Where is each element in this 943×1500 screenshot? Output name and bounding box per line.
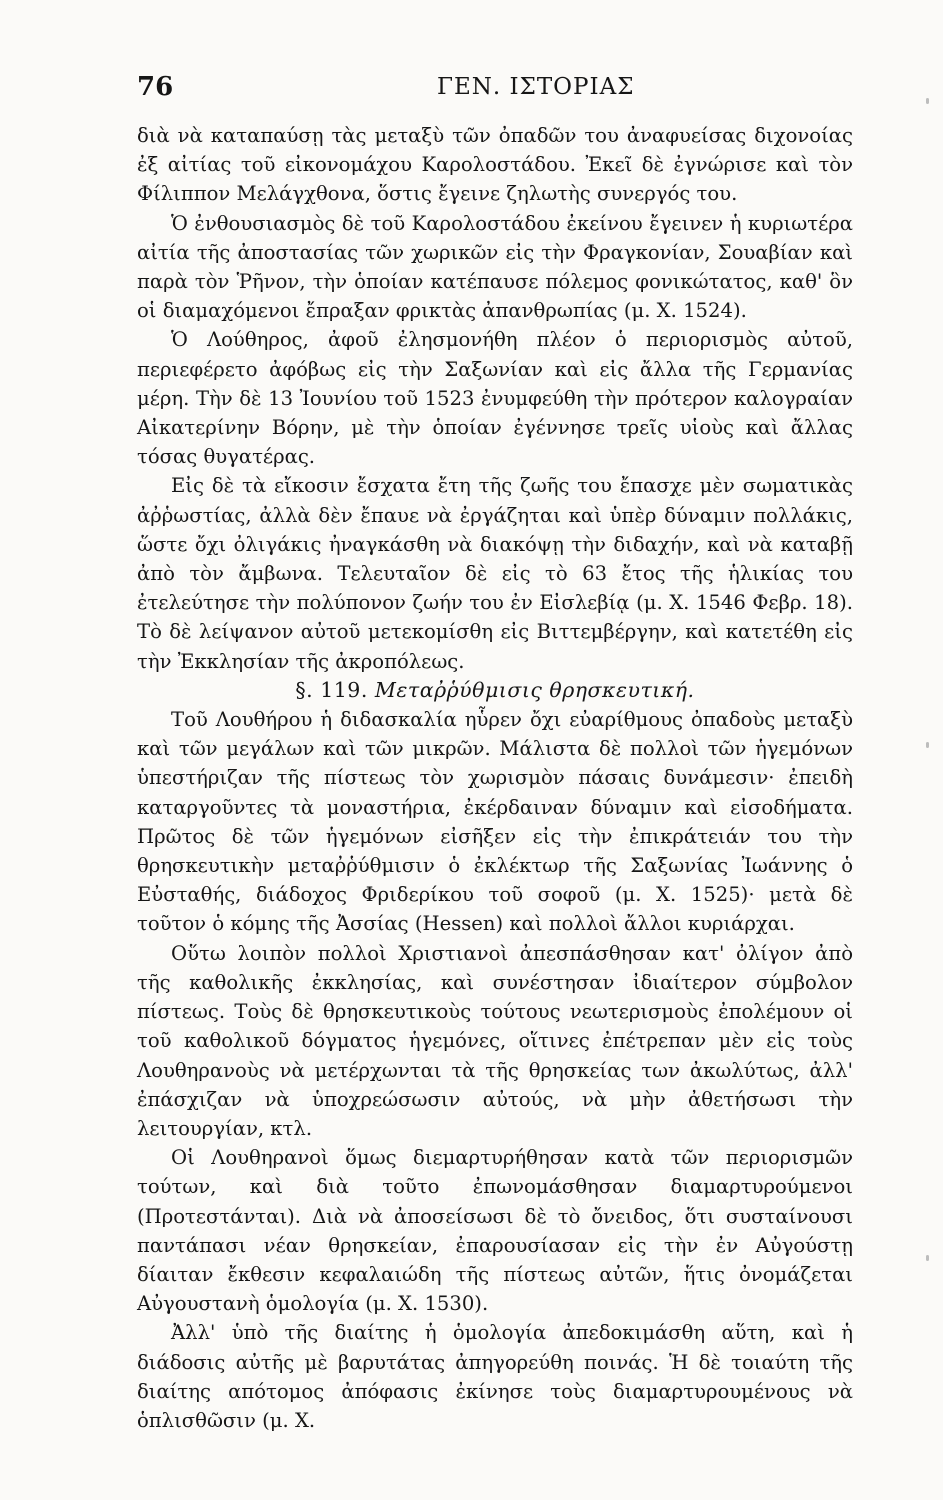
body-text	[137, 121, 853, 1435]
running-head: ΓΕΝ. ΙΣΤΟΡΙΑΣ	[437, 74, 635, 100]
page-edge-mark	[926, 742, 929, 748]
section-heading	[137, 676, 853, 705]
page-edge-mark	[926, 98, 929, 104]
paragraph: Οὕτω λοιπὸν πολλοὶ Χριστιανοὶ ἀπεσπάσθησαν κατ' ὀλίγον ἀπὸ τῆς καθολικῆς ἐκκλησίας, καὶ συνέστησαν ἰδιαίτερον σύμβολον πίστεως. Τοὺς δὲ θρησκευτικοὺς τούτους νεωτερισμοὺς ἐπολέμουν οἱ τοῦ καθολικοῦ δόγματος ἡγεμόνες, οἵτινες ἐπέτρεπαν μὲν εἰς τοὺς Λουθηρανοὺς νὰ μετέρχωνται τὰ τῆς θρησκείας των ἀκωλύτως, ἀλλ' ἐπάσχιζαν νὰ ὑποχρεώσωσιν αὐτούς, νὰ μὴν ἀθετήσωσι τὴν λειτουργίαν, κτλ.	[137, 941, 853, 1140]
paragraph: Ὁ Λούθηρος, ἀφοῦ ἐλησμονήθη πλέον ὁ περιορισμὸς αὐτοῦ, περιεφέρετο ἀφόβως εἰς τὴν Σαξωνίαν καὶ εἰς ἄλλα τῆς Γερμανίας μέρη. Τὴν δὲ 13 Ἰουνίου τοῦ 1523 ἐνυμφεύθη τὴν πρότερον καλογραίαν Αἰκατερίνην Βόρην, μὲ τὴν ὁποίαν ἐγέννησε τρεῖς υἱοὺς καὶ ἄλλας τόσας θυγατέρας.	[137, 328, 853, 469]
section-number: §. 119.	[295, 677, 368, 702]
paragraph: Ἀλλ' ὑπὸ τῆς διαίτης ἡ ὁμολογία ἀπεδοκιμάσθη αὕτη, καὶ ἡ διάδοσις αὐτῆς μὲ βαρυτάτας ἀπηγορεύθη ποινάς. Ἡ δὲ τοιαύτη τῆς διαίτης απότομος ἀπόφασις ἐκίνησε τοὺς διαμαρτυρουμένους νὰ ὁπλισθῶσιν (μ. Χ.	[137, 1321, 853, 1432]
page-edge-mark	[926, 1255, 929, 1261]
paragraph: Οἱ Λουθηρανοὶ ὅμως διεμαρτυρήθησαν κατὰ τῶν περιορισμῶν τούτων, καὶ διὰ τοῦτο ἐπωνομάσθησαν διαμαρτυρούμενοι (Προτεστάνται). Διὰ νὰ ἀποσείσωσι δὲ τὸ ὄνειδος, ὅτι συσταίνουσι παντάπασι νέαν θρησκείαν, ἐπαρουσίασαν εἰς τὴν ἐν Αὐγούστῃ δίαιταν ἔκθεσιν κεφαλαιώδη τῆς πίστεως αὐτῶν, ἥτις ὀνομάζεται Αὐγουστανὴ ὁμολογία (μ. Χ. 1530).	[137, 1146, 853, 1316]
page-number: 76	[137, 72, 174, 102]
page-header	[137, 72, 853, 112]
paragraph: Τοῦ Λουθήρου ἡ διδασκαλία ηὗρεν ὄχι εὐαρίθμους ὀπαδοὺς μεταξὺ καὶ τῶν μεγάλων καὶ τῶν μικρῶν. Μάλιστα δὲ πολλοὶ τῶν ἡγεμόνων ὑπεστήριζαν τῆς πίστεως τὸν χωρισμὸν πάσαις δυνάμεσιν· ἐπειδὴ καταργοῦντες τὰ μοναστήρια, ἐκέρδαιναν δύναμιν καὶ εἰσοδήματα. Πρῶτος δὲ τῶν ἡγεμόνων εἰσῆξεν εἰς τὴν ἐπικράτειάν του τὴν θρησκευτικὴν μεταῤῥύθμισιν ὁ ἐκλέκτωρ τῆς Σαξωνίας Ἰωάννης ὁ Εὐσταθής, διάδοχος Φριδερίκου τοῦ σοφοῦ (μ. Χ. 1525)· μετὰ δὲ τοῦτον ὁ κόμης τῆς Ἀσσίας (Hessen) καὶ πολλοὶ ἄλλοι κυριάρχαι.	[137, 708, 853, 936]
paragraph: διὰ νὰ καταπαύσῃ τὰς μεταξὺ τῶν ὀπαδῶν του ἀναφυείσας διχονοίας ἐξ αἰτίας τοῦ εἰκονομάχου Καρολοστάδου. Ἐκεῖ δὲ ἐγνώρισε καὶ τὸν Φίλιππον Μελάγχθονα, ὅστις ἔγεινε ζηλωτὴς συνεργός του.	[137, 124, 853, 206]
section-title: Μεταῤῥύθμισις θρησκευτική.	[374, 677, 695, 702]
paragraph: Εἰς δὲ τὰ εἴκοσιν ἔσχατα ἔτη τῆς ζωῆς του ἔπασχε μὲν σωματικὰς ἀῤῥωστίας, ἀλλὰ δὲν ἔπαυε νὰ ἐργάζηται καὶ ὑπὲρ δύναμιν πολλάκις, ὥστε ὄχι ὀλιγάκις ἠναγκάσθη νὰ διακόψῃ τὴν διδαχήν, καὶ νὰ καταβῇ ἀπὸ τὸν ἄμβωνα. Τελευταῖον δὲ εἰς τὸ 63 ἔτος τῆς ἡλικίας του ἐτελεύτησε τὴν πολύπονον ζωήν του ἐν Εἰσλεβίᾳ (μ. Χ. 1546 Φεβρ. 18). Τὸ δὲ λείψανον αὐτοῦ μετεκομίσθη εἰς Βιττεμβέργην, καὶ κατετέθη εἰς τὴν Ἐκκλησίαν τῆς ἀκροπόλεως.	[137, 474, 853, 673]
paragraph: Ὁ ἐνθουσιασμὸς δὲ τοῦ Καρολοστάδου ἐκείνου ἔγεινεν ἡ κυριωτέρα αἰτία τῆς ἀποστασίας τῶν χωρικῶν εἰς τὴν Φραγκονίαν, Σουαβίαν καὶ παρὰ τὸν Ῥῆνον, τὴν ὁποίαν κατέπαυσε πόλεμος φονικώτατος, καθ' ὃν οἱ διαμαχόμενοι ἔπραξαν φρικτὰς ἀπανθρωπίας (μ. Χ. 1524).	[137, 211, 853, 323]
